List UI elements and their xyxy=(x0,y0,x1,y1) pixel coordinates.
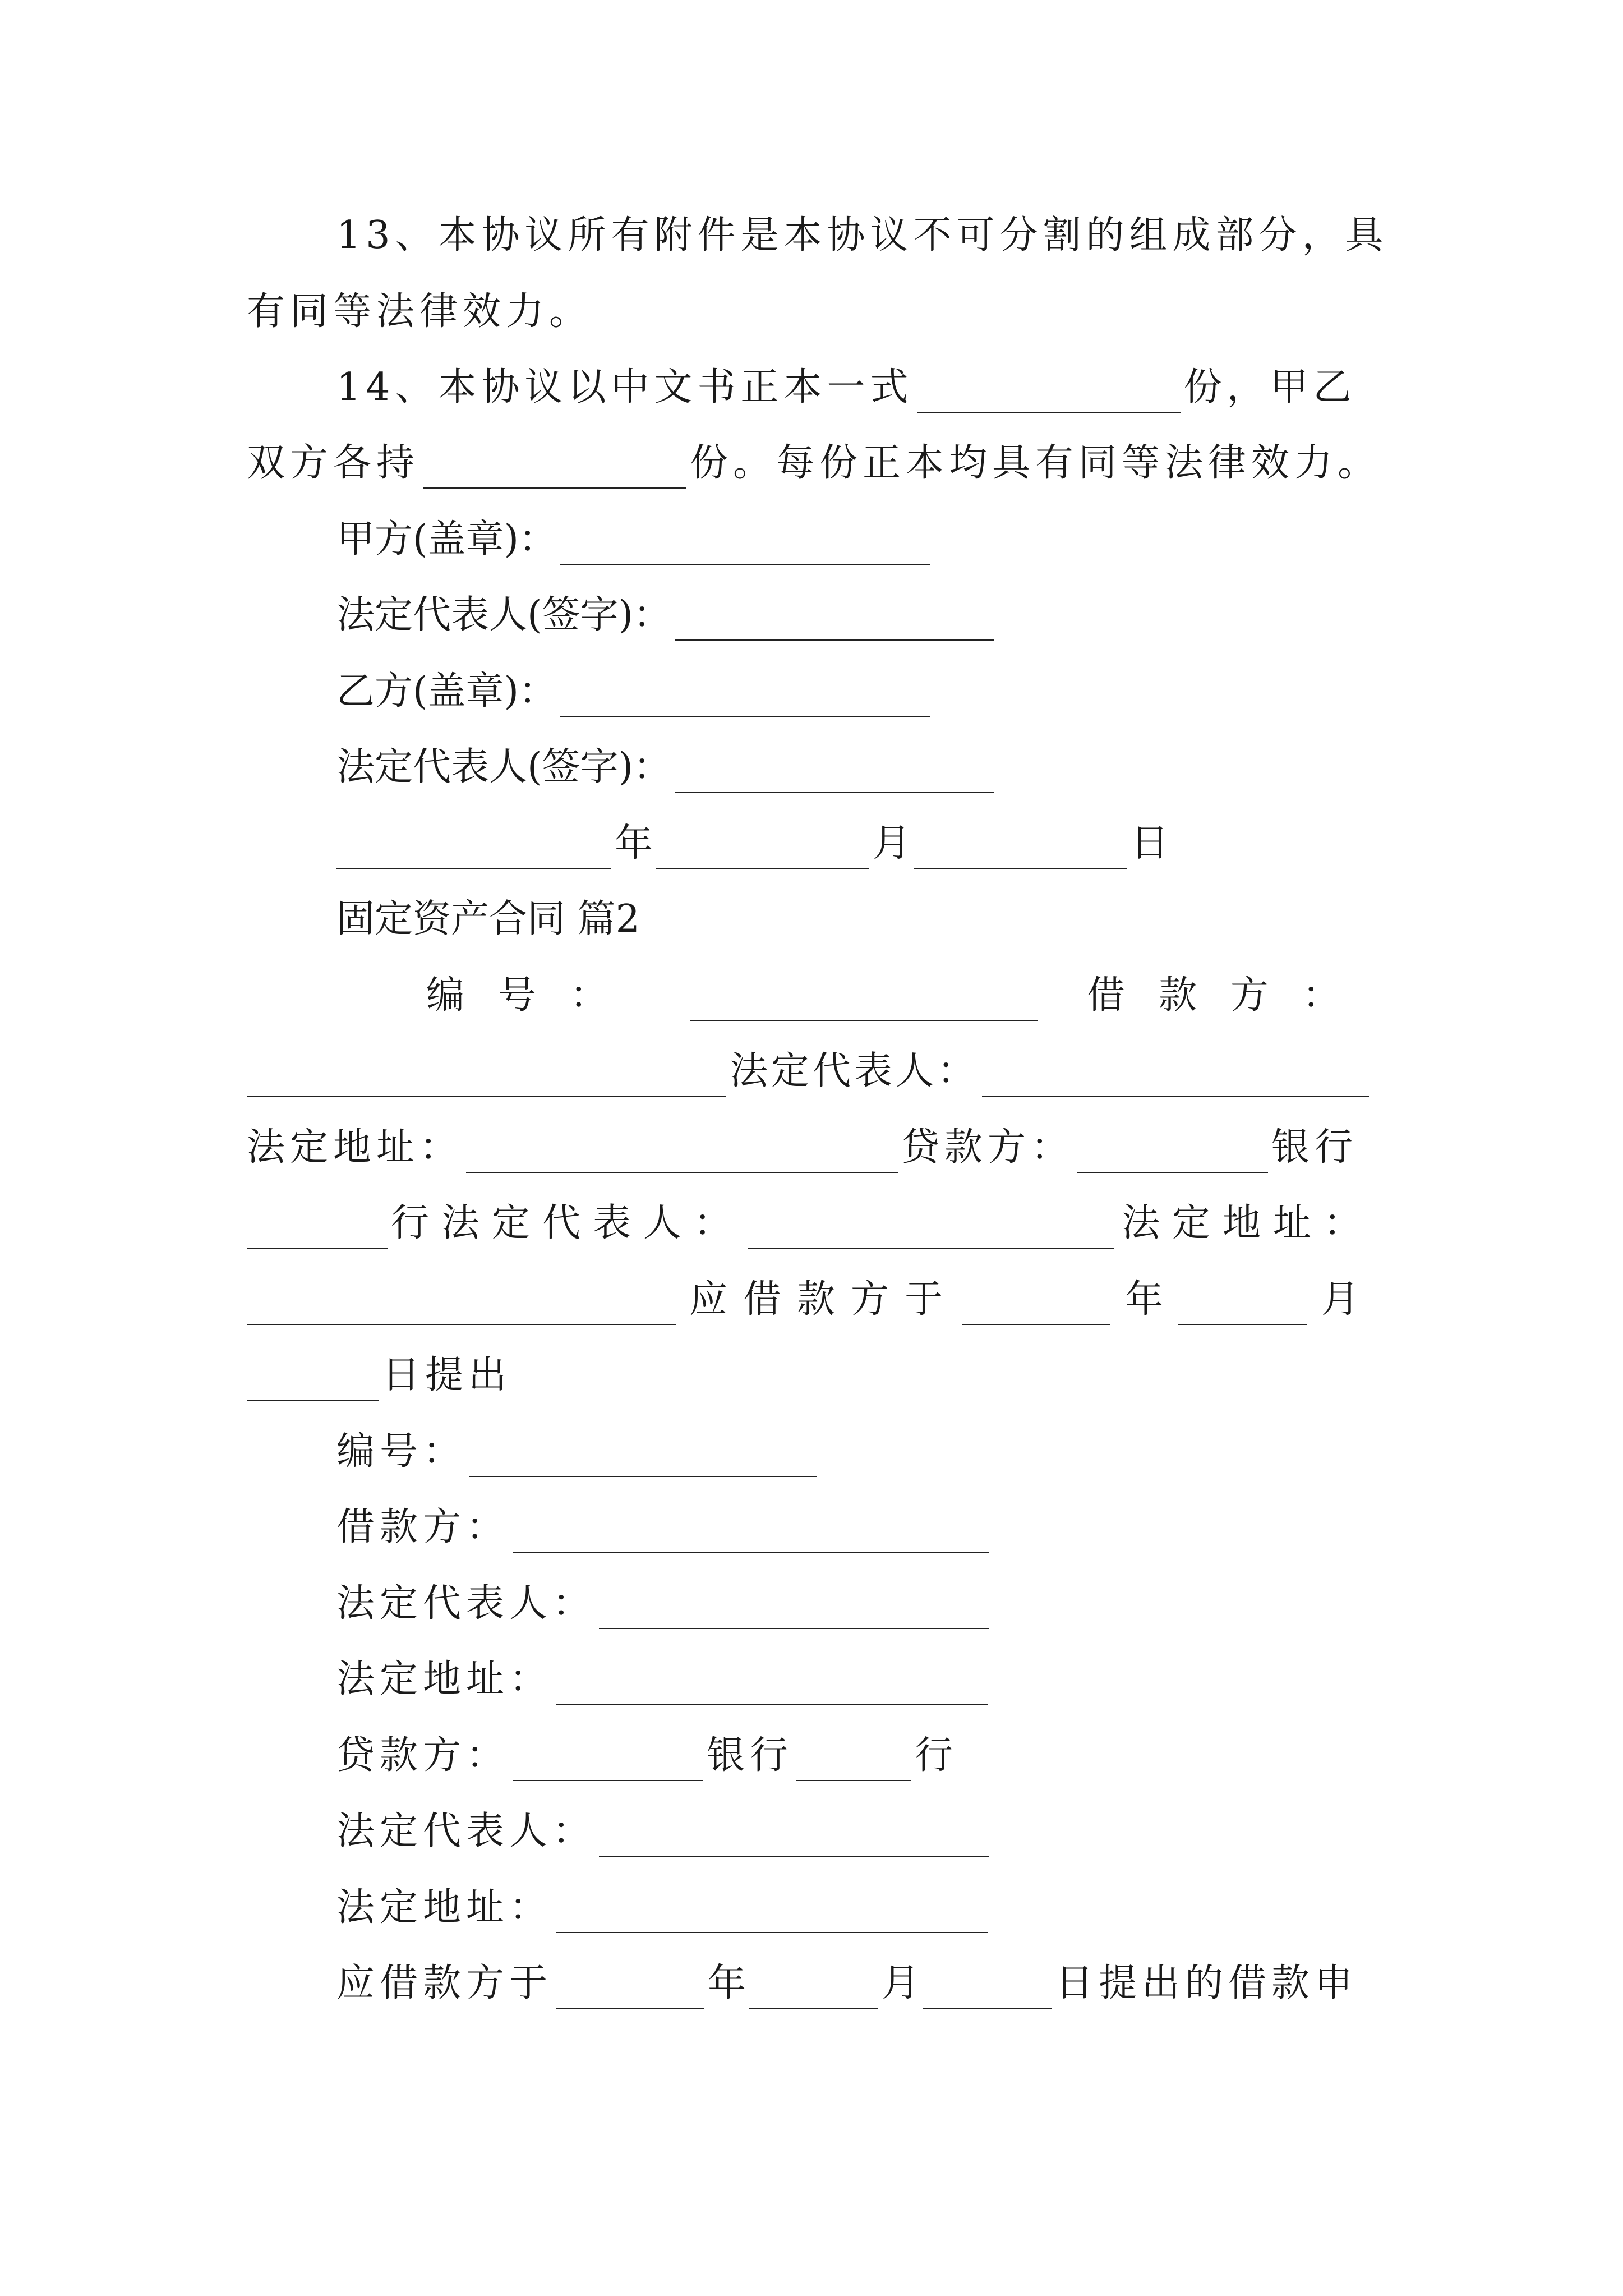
clause-13-line-2 xyxy=(247,287,592,337)
form-addr-blank[interactable] xyxy=(556,1669,988,1705)
form-borrower-label: 借款方： xyxy=(336,1505,510,1549)
party-a-rep-blank[interactable] xyxy=(675,605,994,641)
form-branch-label: 行 xyxy=(915,1733,953,1778)
party-a-seal-line xyxy=(336,514,934,565)
p2-legal-addr-label: 法定地址： xyxy=(247,1125,463,1170)
form-rep2-label: 法定代表人： xyxy=(336,1809,596,1853)
last-year-label: 年 xyxy=(708,1961,746,2005)
form-borrower-blank[interactable] xyxy=(513,1517,989,1553)
p2-month-blank[interactable] xyxy=(1178,1289,1307,1325)
date-line xyxy=(336,818,1169,869)
form-rep-label: 法定代表人： xyxy=(336,1581,596,1626)
p2-line-6 xyxy=(247,1350,511,1401)
p2-year-label: 年 xyxy=(1125,1277,1164,1322)
form-bank-label: 银行 xyxy=(707,1733,794,1778)
party-b-seal-label: 乙方(盖章)： xyxy=(336,669,557,714)
p2-year-blank[interactable] xyxy=(962,1289,1110,1325)
copies-total-blank[interactable] xyxy=(917,377,1181,413)
p2-line-3 xyxy=(247,1122,1374,1173)
last-month-blank[interactable] xyxy=(749,1973,878,2009)
p2-legal-addr-blank[interactable] xyxy=(466,1137,898,1173)
section-title xyxy=(336,894,640,945)
last-month-label: 月 xyxy=(882,1961,920,2005)
party-a-seal-blank[interactable] xyxy=(560,529,930,565)
p2-lender-blank[interactable] xyxy=(1077,1137,1268,1173)
p2-lender-label: 贷款方： xyxy=(901,1125,1075,1170)
p2-borrower-label: 借款方： xyxy=(1086,973,1374,1018)
form-addr2-blank[interactable] xyxy=(556,1897,988,1933)
clause-14-text-c: 双方各持 xyxy=(247,441,420,485)
party-a-rep-line xyxy=(336,590,998,641)
p2-month-label: 月 xyxy=(1321,1277,1360,1322)
form-number-blank[interactable] xyxy=(469,1441,817,1477)
clause-14-text-d: 份。每份正本均具有同等法律效力。 xyxy=(690,441,1381,485)
form-lender-blank[interactable] xyxy=(513,1745,703,1781)
form-branch-blank[interactable] xyxy=(796,1745,911,1781)
clause-14-text-a: 14、本协议以中文书正本一式 xyxy=(336,365,914,409)
p2-addr2-blank[interactable] xyxy=(247,1289,676,1325)
p2-bank-label: 银行 xyxy=(1271,1125,1358,1170)
p2-branch-rep-label: 行法定代表人： xyxy=(390,1201,744,1245)
last-year-blank[interactable] xyxy=(556,1973,704,2009)
clause-13-line-1 xyxy=(336,210,1389,261)
copies-each-blank[interactable] xyxy=(423,453,686,489)
form-rep-line xyxy=(336,1579,992,1629)
form-number-label: 编号： xyxy=(336,1429,467,1474)
day-label: 日 xyxy=(1131,821,1169,866)
party-b-rep-line xyxy=(336,742,998,793)
year-label: 年 xyxy=(615,821,653,866)
clause-13-text-1: 13、本协议所有附件是本协议不可分割的组成部分，具 xyxy=(336,213,1389,257)
party-b-seal-blank[interactable] xyxy=(560,681,930,717)
party-b-seal-line xyxy=(336,666,934,717)
p2-day-submit-label: 日提出 xyxy=(382,1353,512,1397)
form-borrower-line xyxy=(336,1502,993,1553)
p2-line-4 xyxy=(247,1198,1374,1249)
form-addr-line xyxy=(336,1654,991,1705)
clause-14-line-2 xyxy=(247,438,1381,489)
p2-number-blank[interactable] xyxy=(690,985,1038,1021)
party-b-rep-label: 法定代表人(签字)： xyxy=(336,745,672,789)
form-rep2-blank[interactable] xyxy=(599,1821,989,1857)
clause-14-line-1 xyxy=(336,362,1357,413)
p2-day-blank[interactable] xyxy=(247,1365,379,1401)
party-a-seal-label: 甲方(盖章)： xyxy=(336,517,557,562)
form-addr2-line xyxy=(336,1883,991,1933)
p2-line-2 xyxy=(247,1046,1374,1097)
p2-line-5 xyxy=(247,1274,1374,1325)
year-blank[interactable] xyxy=(336,833,611,869)
party-b-rep-blank[interactable] xyxy=(675,757,994,793)
form-rep-blank[interactable] xyxy=(599,1593,989,1629)
p2-legal-rep-label: 法定代表人： xyxy=(730,1049,979,1093)
last-line xyxy=(336,1958,1358,2009)
month-blank[interactable] xyxy=(656,833,869,869)
p2-legal-rep-blank[interactable] xyxy=(982,1061,1369,1097)
month-label: 月 xyxy=(873,821,911,866)
p2-line-1 xyxy=(426,970,1374,1021)
p2-legal-addr2-label: 法定地址： xyxy=(1121,1201,1374,1245)
last-apply-label: 应借款方于 xyxy=(336,1961,553,2005)
last-day-blank[interactable] xyxy=(923,1973,1052,2009)
form-lender-line xyxy=(336,1731,953,1781)
clause-13-text-2: 有同等法律效力。 xyxy=(247,289,593,334)
section-title-text: 固定资产合同 篇2 xyxy=(336,897,640,941)
p2-branch-blank[interactable] xyxy=(247,1213,388,1249)
form-addr2-label: 法定地址： xyxy=(336,1885,553,1930)
clause-14-text-b: 份，甲乙 xyxy=(1183,365,1357,409)
form-rep2-line xyxy=(336,1806,992,1857)
p2-apply-label: 应借款方于 xyxy=(689,1277,959,1322)
day-blank[interactable] xyxy=(914,833,1127,869)
p2-branch-rep-blank[interactable] xyxy=(748,1213,1114,1249)
form-number-line xyxy=(336,1427,820,1477)
p2-number-label: 编号： xyxy=(426,973,642,1018)
party-a-rep-label: 法定代表人(签字)： xyxy=(336,593,672,637)
form-lender-label: 贷款方： xyxy=(336,1733,510,1778)
last-tail-label: 日提出的借款申 xyxy=(1055,1961,1358,2005)
form-addr-label: 法定地址： xyxy=(336,1657,553,1701)
p2-borrower-blank[interactable] xyxy=(247,1061,726,1097)
